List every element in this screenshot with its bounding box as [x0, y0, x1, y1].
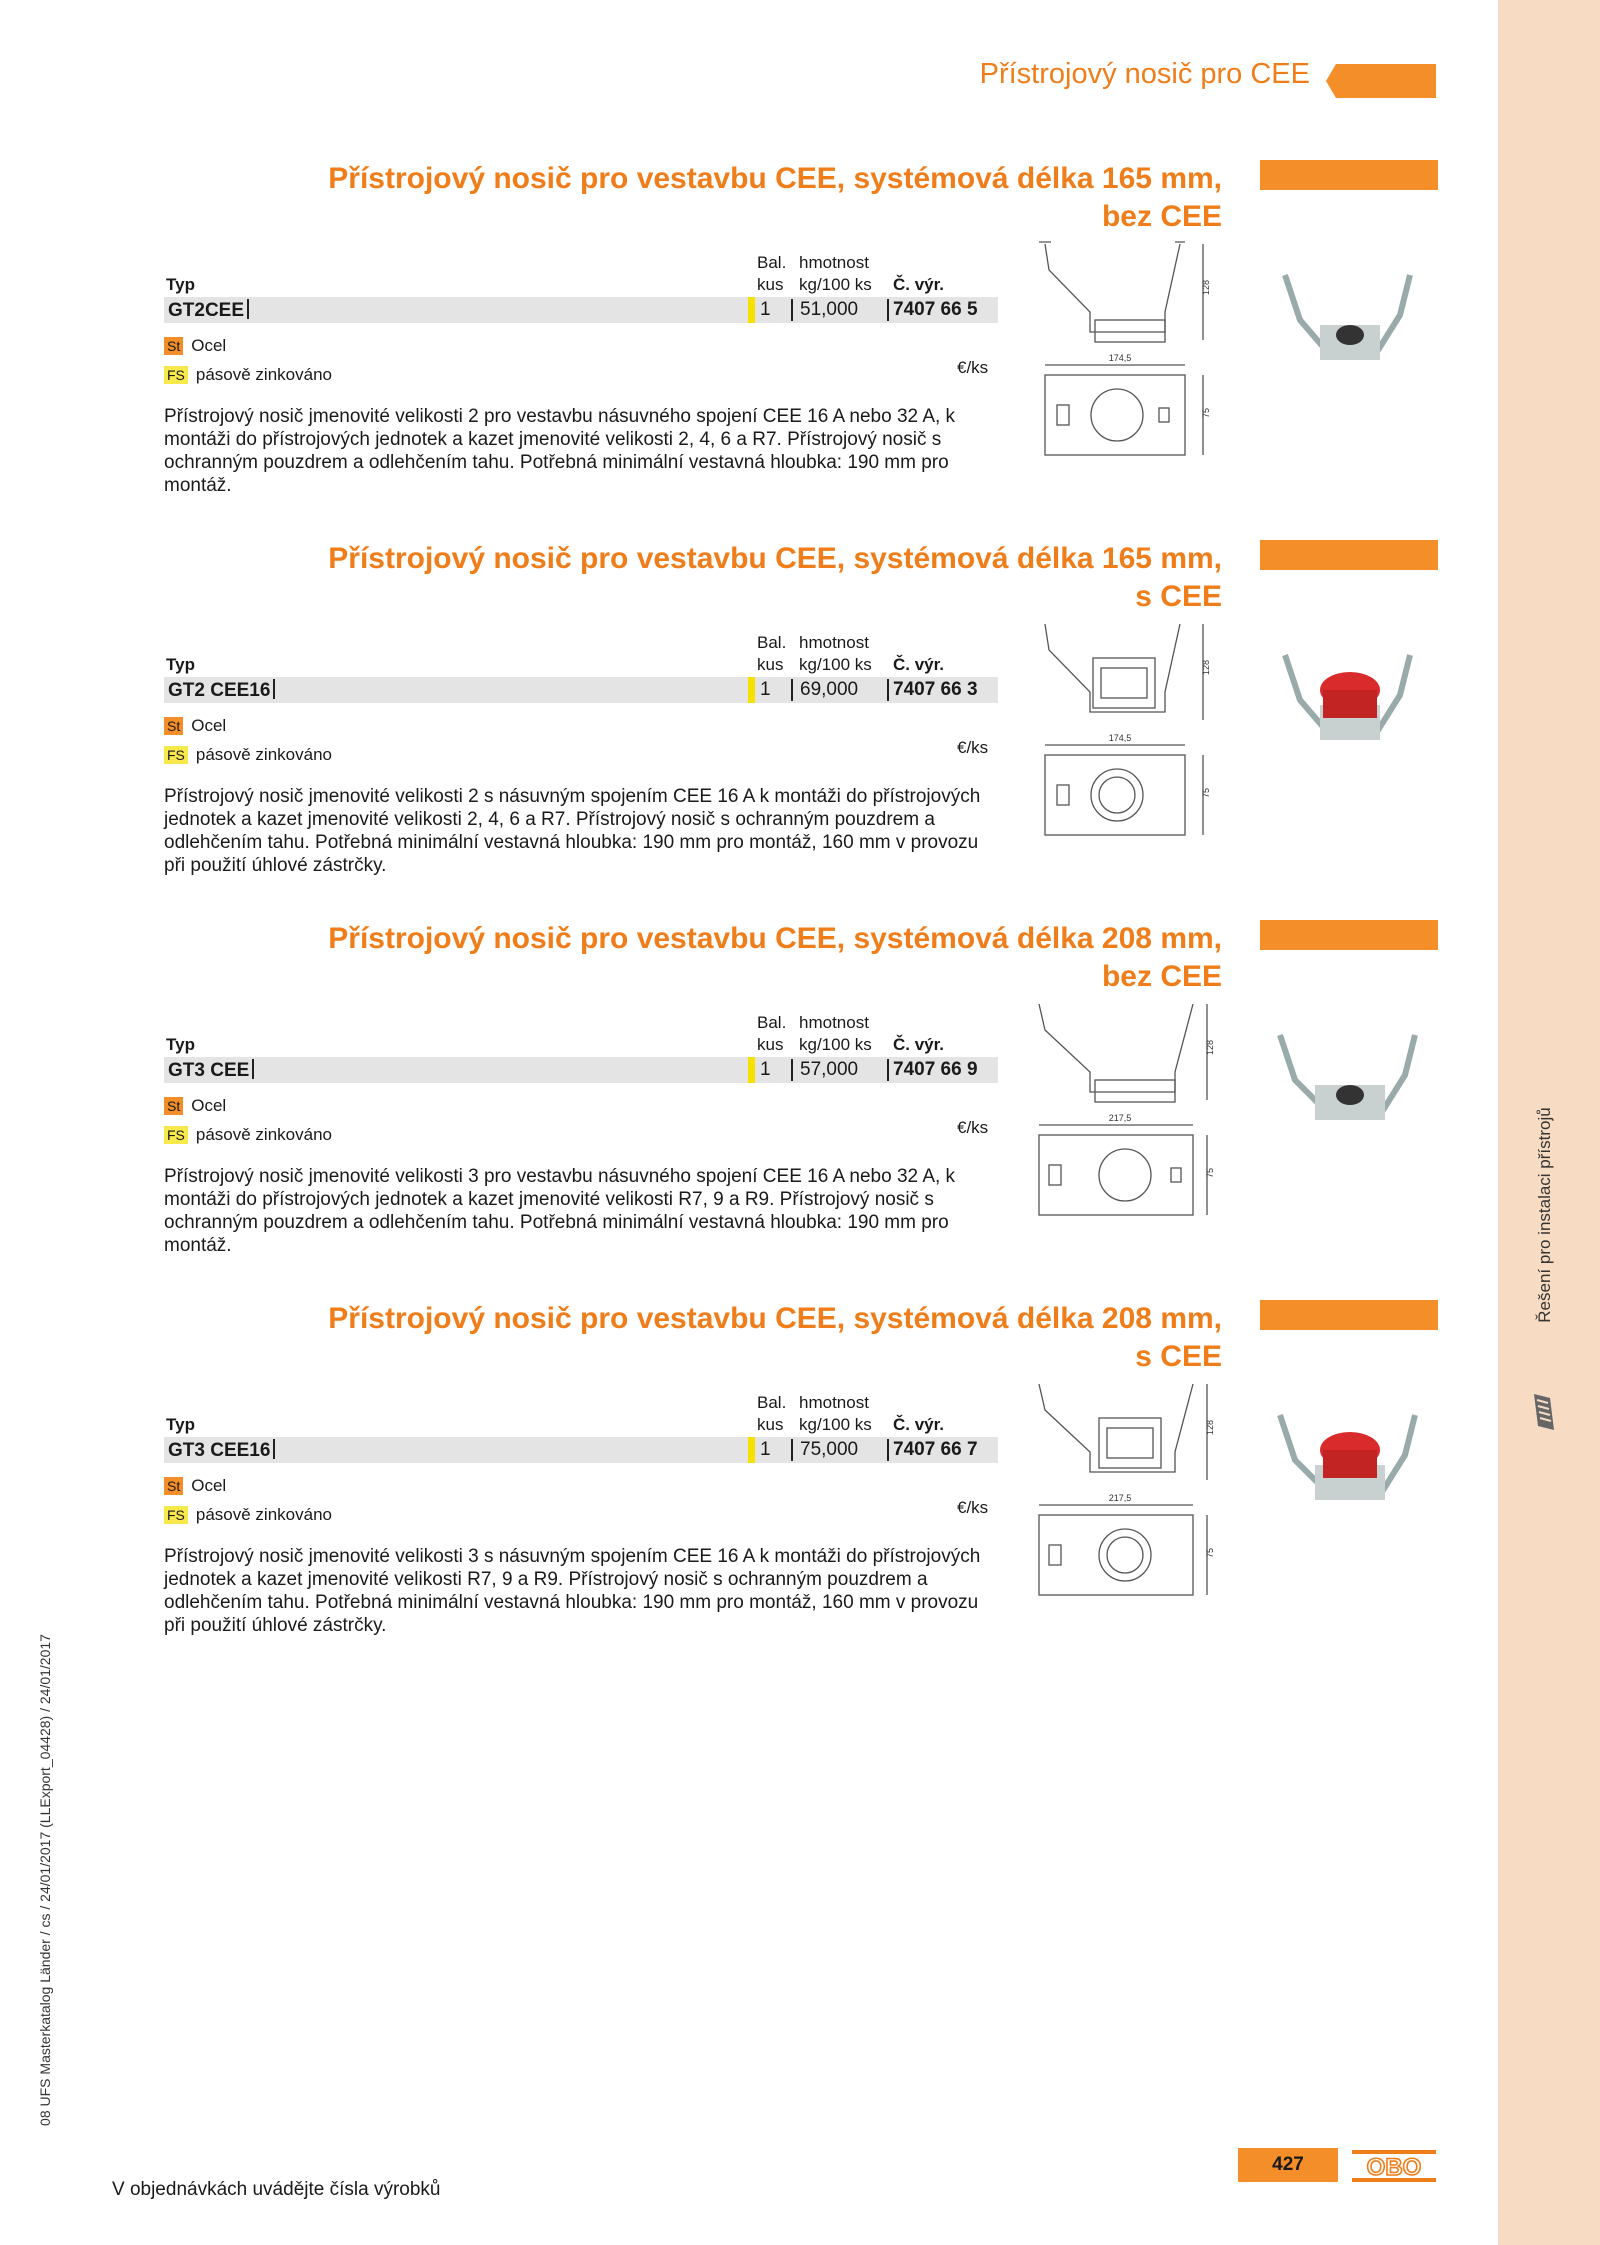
catalog-meta: 08 UFS Masterkatalog Länder / cs / 24/01/2017 (LLExport_04428) / 24/01/2017: [37, 1634, 53, 2126]
product-description: Přístrojový nosič jmenovité velikosti 3 s násuvným spojením CEE 16 A k montáži do přístrojových jednotek a kazet jmenovité velikosti R7, 9 a R9. Přístrojový nosič s ochranným pouzdrem a odlehčením tahu. Potřebná minimální vestavná hloubka: 190 mm pro montáž, 160 mm v provozu při použití úhlové zástrčky.: [164, 1546, 981, 1636]
product-row: [164, 297, 998, 323]
col-head-cv: Č. výr.: [893, 655, 945, 674]
col-head-cv: Č. výr.: [893, 1415, 945, 1434]
material-st: St Ocel: [164, 716, 226, 736]
svg-text:75: 75: [1205, 1547, 1215, 1558]
technical-drawing: [1035, 1000, 1215, 1235]
product-title-bar: [1260, 1300, 1438, 1330]
product-code: GT2 CEE16: [168, 679, 275, 702]
row-separator: [887, 1439, 889, 1461]
side-label: Řešení pro instalaci přístrojů: [1535, 1107, 1554, 1323]
product-bal: 1: [760, 1059, 771, 1080]
tab-arrow-icon: [1326, 64, 1436, 98]
row-separator: [887, 679, 889, 701]
col-head-typ: Typ: [166, 1035, 195, 1054]
col-head-bal: Bal. kus: [757, 1013, 787, 1054]
material-fs: FS pásově zinkováno: [164, 1125, 332, 1145]
row-separator: [887, 299, 889, 321]
price-unit: €/ks: [957, 1498, 989, 1517]
page-number: 427: [1272, 2154, 1304, 2175]
product-weight: 57,000: [800, 1059, 859, 1080]
col-head-hmotnost: hmotnost kg/100 ks: [799, 1393, 872, 1434]
product-section-4: [0, 1300, 1498, 1670]
product-number: 7407 66 7: [893, 1439, 978, 1460]
product-section-3: [0, 920, 1498, 1290]
price-unit: €/ks: [957, 1118, 989, 1137]
row-separator: [791, 679, 793, 701]
device-carrier-icon: [1528, 1390, 1558, 1434]
product-title: Přístrojový nosič pro vestavbu CEE, systémová délka 208 mm, s CEE: [328, 1302, 1222, 1373]
product-code: GT3 CEE16: [168, 1439, 275, 1462]
product-bal: 1: [760, 679, 771, 700]
product-title: Přístrojový nosič pro vestavbu CEE, systémová délka 165 mm, s CEE: [328, 542, 1222, 613]
product-description: Přístrojový nosič jmenovité velikosti 2 pro vestavbu násuvného spojení CEE 16 A nebo 32 A, k montáži do přístrojových jednotek a kazet jmenovité velikosti 2, 4, 6 a R7. Přístrojový nosič s ochranným pouzdrem a odlehčením tahu. Potřebná minimální vestavná hloubka: 190 mm pro montáž.: [164, 406, 956, 496]
row-marker: [748, 1437, 755, 1463]
product-code: GT2CEE: [168, 299, 249, 322]
product-row: [164, 1057, 998, 1083]
col-head-bal: Bal. kus: [757, 1393, 787, 1434]
product-description: Přístrojový nosič jmenovité velikosti 3 pro vestavbu násuvného spojení CEE 16 A nebo 32 A, k montáži do přístrojových jednotek a kazet jmenovité velikosti R7, 9 a R9. Přístrojový nosič s ochranným pouzdrem a odlehčením tahu. Potřebná minimální vestavná hloubka: 190 mm pro montáž.: [164, 1166, 956, 1256]
material-st: St Ocel: [164, 336, 226, 356]
page-header-title: Přístrojový nosič pro CEE: [979, 58, 1310, 90]
col-head-typ: Typ: [166, 275, 195, 294]
row-separator: [791, 1059, 793, 1081]
product-code: GT3 CEE: [168, 1059, 254, 1082]
col-head-hmotnost: hmotnost kg/100 ks: [799, 633, 872, 674]
svg-text:217,5: 217,5: [1108, 1113, 1132, 1123]
technical-drawing: [1035, 1380, 1215, 1615]
col-head-typ: Typ: [166, 655, 195, 674]
material-fs: FS pásově zinkováno: [164, 1505, 332, 1525]
technical-drawing: [1035, 620, 1215, 855]
product-number: 7407 66 5: [893, 299, 978, 320]
col-head-hmotnost: hmotnost kg/100 ks: [799, 253, 872, 294]
svg-text:75: 75: [1205, 1167, 1215, 1178]
product-photo: [1265, 645, 1425, 765]
row-separator: [791, 1439, 793, 1461]
product-row: [164, 677, 998, 703]
material-fs: FS pásově zinkováno: [164, 745, 332, 765]
product-bal: 1: [760, 1439, 771, 1460]
row-marker: [748, 1057, 755, 1083]
product-number: 7407 66 3: [893, 679, 978, 700]
svg-text:217,5: 217,5: [1108, 1493, 1132, 1503]
product-weight: 69,000: [800, 679, 859, 700]
price-unit: €/ks: [957, 358, 989, 377]
product-photo: [1265, 1405, 1425, 1525]
material-st: St Ocel: [164, 1476, 226, 1496]
product-title-bar: [1260, 540, 1438, 570]
svg-text:128: 128: [1205, 1039, 1215, 1055]
price-unit: €/ks: [957, 738, 989, 757]
col-head-bal: Bal. kus: [757, 253, 787, 294]
product-weight: 51,000: [800, 299, 859, 320]
svg-text:128: 128: [1201, 279, 1211, 295]
svg-text:174,5: 174,5: [1108, 733, 1132, 743]
material-fs: FS pásově zinkováno: [164, 365, 332, 385]
col-head-typ: Typ: [166, 1415, 195, 1434]
svg-text:75: 75: [1201, 407, 1211, 418]
product-description: Přístrojový nosič jmenovité velikosti 2 s násuvným spojením CEE 16 A k montáži do přístrojových jednotek a kazet jmenovité velikosti 2, 4, 6 a R7. Přístrojový nosič s ochranným pouzdrem a odlehčením tahu. Potřebná minimální vestavná hloubka: 190 mm pro montáž, 160 mm v provozu při použití úhlové zástrčky.: [164, 786, 981, 876]
product-photo: [1265, 265, 1425, 385]
obo-logo-icon: [1352, 2150, 1436, 2182]
row-marker: [748, 677, 755, 703]
row-separator: [791, 299, 793, 321]
footer-note: V objednávkách uvádějte čísla výrobků: [112, 2179, 441, 2200]
col-head-hmotnost: hmotnost kg/100 ks: [799, 1013, 872, 1054]
product-number: 7407 66 9: [893, 1059, 978, 1080]
product-title: Přístrojový nosič pro vestavbu CEE, systémová délka 208 mm, bez CEE: [328, 922, 1222, 993]
product-photo: [1265, 1025, 1425, 1145]
product-bal: 1: [760, 299, 771, 320]
col-head-cv: Č. výr.: [893, 275, 945, 294]
row-separator: [887, 1059, 889, 1081]
col-head-cv: Č. výr.: [893, 1035, 945, 1054]
product-title-bar: [1260, 920, 1438, 950]
technical-drawing: [1035, 240, 1215, 475]
product-title: Přístrojový nosič pro vestavbu CEE, systémová délka 165 mm, bez CEE: [328, 162, 1222, 233]
product-section-1: [0, 160, 1498, 530]
svg-text:174,5: 174,5: [1108, 353, 1132, 363]
material-st: St Ocel: [164, 1096, 226, 1116]
product-weight: 75,000: [800, 1439, 859, 1460]
svg-text:128: 128: [1201, 659, 1211, 675]
product-title-bar: [1260, 160, 1438, 190]
col-head-bal: Bal. kus: [757, 633, 787, 674]
row-marker: [748, 297, 755, 323]
svg-text:75: 75: [1201, 787, 1211, 798]
svg-text:OBO: OBO: [1366, 2154, 1422, 2181]
product-section-2: [0, 540, 1498, 910]
product-row: [164, 1437, 998, 1463]
svg-text:128: 128: [1205, 1419, 1215, 1435]
